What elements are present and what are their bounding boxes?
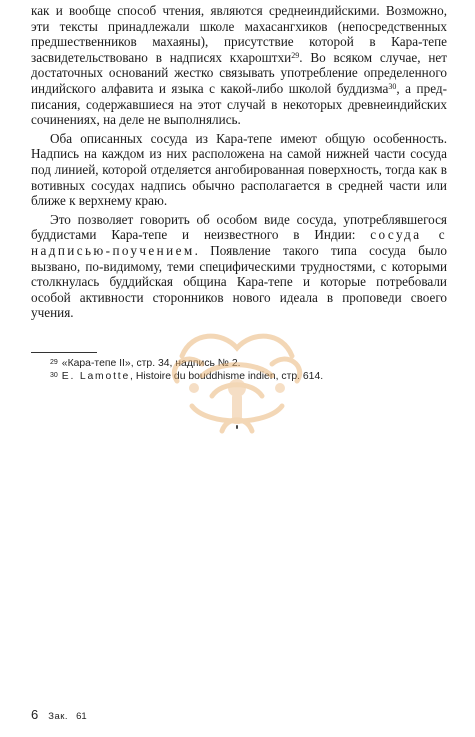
footnote-30-number: 30 bbox=[50, 372, 58, 379]
emphasized-phrase: сосуда с надписью-поучением bbox=[31, 227, 447, 258]
paragraph-1-text-c: , а предписания, содержавшиеся на этот случай в некоторых древнеиндийских сочинениях, на деле не выполнялись. bbox=[31, 80, 447, 128]
page-number: 6 bbox=[31, 707, 39, 722]
footnote-29 bbox=[31, 357, 447, 370]
paragraph-3 bbox=[31, 212, 447, 321]
footnote-30-author: E. Lamotte bbox=[61, 371, 131, 382]
paragraph-1 bbox=[31, 3, 447, 128]
signature-label: Зак. bbox=[48, 711, 69, 722]
signature-number: 61 bbox=[76, 711, 87, 722]
footnote-29-number: 29 bbox=[50, 359, 58, 366]
footnotes bbox=[31, 357, 447, 383]
paragraph-3-text-b: . Появление такого типа сосуда было вызвано, по-видимому, теми специфическими трудностями, с которыми столкнулась буддийская община Кара-тепе и которые потребовали особой активности сторонников нового идеала в проповеди своего учения. bbox=[31, 242, 447, 321]
footnote-separator bbox=[31, 352, 97, 353]
page-folio bbox=[31, 707, 87, 722]
print-speck bbox=[236, 425, 238, 429]
paragraph-1-text-b: . Во всяком случае, нет достаточных оснований жестко связывать употребление определенного индийского алфавита и языка с какой-либо школой буддизма bbox=[31, 49, 447, 96]
footnote-30-text: , Histoire du bouddhisme indien, стр. 614. bbox=[130, 371, 324, 382]
paragraph-2: Оба описанных сосуда из Кара-тепе имеют общую особенность. Надпись на каждом из них расположена на самой нижней части сосуда под линией, которой отделяется ангобированная поверхность, тогда как в вотивных сосудах надпись обычно располагается в средней части или ближе к верхнему краю. bbox=[31, 130, 447, 209]
footnote-29-text: «Кара-тепе II», стр. 34, надпись № 2. bbox=[61, 358, 241, 369]
footnote-30 bbox=[31, 370, 447, 383]
footnote-ref-30[interactable]: 30 bbox=[388, 81, 397, 91]
main-text bbox=[31, 3, 447, 321]
paragraph-1-text-a: как и вообще способ чтения, являются среднеиндийскими. Возможно, эти тексты принадлежали школе махасангхиков (непосредственных предшественников махаяны), присутствие которой в Кара-тепе засвидетельствовано в надписях кхароштхи bbox=[31, 3, 447, 65]
paragraph-3-text-a: Это позволяет говорить об особом виде сосуда, употреблявшегося буддистами Кара-тепе и неизвестного в Индии: bbox=[31, 211, 447, 243]
footnote-ref-29[interactable]: 29 bbox=[291, 50, 300, 60]
